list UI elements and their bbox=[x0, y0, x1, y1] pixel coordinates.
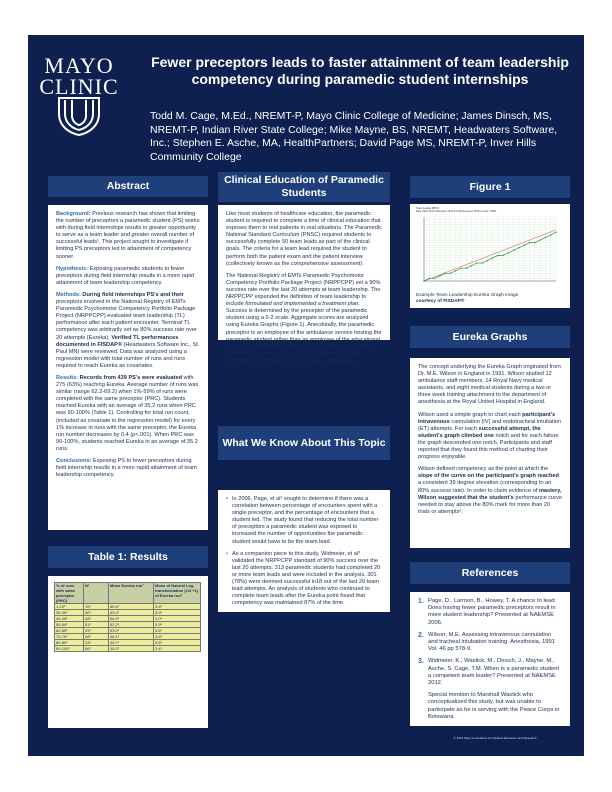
clinical-p1-text: Like most students of healthcare education, the paramedic student is required to complete a time of clinical education that exposes them to real patients in real situations. The Paramedic National Standard Curriculum (PNSC) required students to successfully complete 50 team leads as part of the clinical goals. The criteria for a team lead required the student to perform both the patient exam and the patient interview (collectively known as the bbox=[226, 211, 382, 267]
methods-text-2: (Headwaters Software Inc., St. Paul MN) were reviewed. Data was analyzed using a regression model with total number of runs and runs required to reach Eureka as covariates. bbox=[56, 341, 200, 369]
data-point bbox=[518, 247, 519, 248]
abstract-methods bbox=[56, 292, 200, 370]
eureka-p3-b: slope of the curve on the participant's graph reached bbox=[418, 473, 559, 480]
methods-bold-2: Verified TL performances documented in FISDAP® bbox=[56, 334, 179, 348]
table1-panel bbox=[48, 576, 208, 728]
table-cell: 80-89¹ bbox=[55, 640, 84, 646]
abstract-panel bbox=[48, 205, 208, 530]
col-mean-eureka: Mean Eureka run² bbox=[109, 583, 154, 604]
graph-subtitle: Date: 2010-05-12 Attempted: 26-20-12-100 Eureka at: 18 Run count: 1 80% bbox=[416, 210, 497, 213]
reference-item bbox=[418, 632, 562, 654]
abstract-results bbox=[56, 375, 200, 453]
reference-text: Wilson, M.E. Assessing intravenous cannulation and tracheal intubation training. Anesthesia, 1991 Vol. 46 pp 578-9. bbox=[428, 631, 555, 653]
background-text: Previous research has shown that limiting the number of preceptors a paramedic student (PS) works with during field internships results in greater opportunity to serve as a team leader and greater overall number of successful leads¹. This project sought to investigate if limiting PS preceptors led to attainment of competency sooner. bbox=[56, 211, 200, 260]
table-cell: 66.2¹ bbox=[109, 616, 154, 622]
clinical-p2 bbox=[226, 273, 382, 365]
table-cell: 3.9¹ bbox=[154, 622, 201, 628]
results-text: with 275 (63%) reaching Eureka. Average number of runs was similar (range 62.2-69.2) when 1%-59% of runs were completed with the same preceptor (PRC). Students reached Eureka with an average of 35.2 runs when PRC was 90-100% (Table 1). Controlling for total run count, (included as covariate in the regression model) for every 1% increase in runs with the same preceptor, the Eureka run number decreases by 0.4 (p<.001). When PRC was 90-100%, students reached Eureka in an average of 35.2 runs. bbox=[56, 374, 199, 452]
table-cell: 30¹ bbox=[84, 610, 109, 616]
clinical-header: Clinical Education of Paramedic Students bbox=[218, 172, 390, 202]
hypothesis-text: Exposing paramedic students to fewer preceptors during field internship results in a more rapid attainment of team leadership competency. bbox=[56, 265, 195, 286]
methods-text: preceptors involved in the National Registry of EMTs Paramedic Psychomotor Competency Portfolio Package Project (NRPPCPP) evaluated team leadership (TL) performance after each patient encounter. Terminal TL competency was arbitrarily set as 80% success rate over 20 attempts (Eureka). bbox=[56, 299, 197, 341]
table-cell: 30-39¹ bbox=[55, 610, 84, 616]
references-header: References bbox=[410, 562, 570, 584]
data-point bbox=[550, 234, 551, 235]
table-cell: 90-100¹ bbox=[55, 646, 84, 652]
methods-bold: During field internships PS's and their bbox=[82, 291, 184, 298]
graph-title: Team Leader (80%) bbox=[416, 207, 439, 210]
know-header: What We Know About This Topic bbox=[218, 426, 390, 460]
reference-item bbox=[418, 658, 562, 687]
data-point bbox=[429, 278, 430, 279]
data-point bbox=[460, 268, 461, 269]
mayo-clinic-logo bbox=[38, 55, 120, 97]
data-point bbox=[476, 262, 477, 263]
table-cell: 23¹ bbox=[84, 640, 109, 646]
table-cell: 60-69¹ bbox=[55, 628, 84, 634]
copyright: © 2012 Mayo Foundation for Medical Education and Research bbox=[453, 736, 537, 740]
data-point bbox=[539, 239, 540, 240]
data-point bbox=[471, 265, 472, 266]
reference-number: 2. bbox=[418, 631, 424, 639]
table1-header: Table 1: Results bbox=[48, 546, 208, 568]
graph-axes bbox=[424, 217, 556, 281]
table-cell: 48¹ bbox=[84, 616, 109, 622]
table-cell: 3.9¹ bbox=[154, 610, 201, 616]
eureka-p2-a: Wilson used a simple graph to chart each bbox=[418, 411, 521, 418]
clinical-p1 bbox=[226, 211, 382, 268]
data-point bbox=[444, 273, 445, 274]
table-cell: 46.1¹ bbox=[109, 634, 154, 640]
table-cell: 29¹ bbox=[84, 628, 109, 634]
eureka-p3-d: mastery, Wilson suggested that the student's bbox=[418, 487, 562, 501]
methods-label: Methods: bbox=[56, 291, 81, 298]
clinical-p1-end: assessment). bbox=[330, 260, 364, 267]
series-line bbox=[424, 232, 556, 281]
data-point bbox=[466, 268, 467, 269]
logo-mayo: MAYO bbox=[44, 53, 114, 78]
hypothesis-label: Hypothesis: bbox=[56, 265, 89, 272]
clinical-p2-end: . Success is determined by the preceptor of the paramedic student using a 0-2 scale. Aggregate scores are analyzed using Eureka Graphs (Figure 1). Anecdotally, the paramedic preceptor is an employee of the ambulance service hosting the paramedic student rather than an employee of the educational institution. CoAEMSP guidelines require that the educational institution train the preceptors, but a national standard curriculum for preceptors has not been established. bbox=[226, 301, 382, 364]
eureka-p2-c: cannulation (IV) and endotracheal intubation (ET) attempts. For each bbox=[418, 418, 562, 432]
data-point bbox=[481, 262, 482, 263]
eureka-p3-e: performance curve needed to stay above the 80% mark for more than 20 trials or attempts². bbox=[418, 494, 562, 515]
eureka-p2 bbox=[418, 412, 562, 462]
table-cell: 3.6¹ bbox=[154, 640, 201, 646]
abstract-hypothesis bbox=[56, 266, 200, 287]
data-point bbox=[524, 244, 525, 245]
table-cell: 40-49¹ bbox=[55, 616, 84, 622]
reference-text: Page, D., Larmon, B., Howey, T. A chance to lead: Does having fewer paramedic preceptors result in more student leadership? Presented at NAEMSE 2006. bbox=[428, 598, 557, 626]
clinical-p2-italic: formulated and implemented a treatment plan bbox=[245, 301, 359, 308]
results-bold: Records from 439 PS's were evaluated bbox=[79, 374, 183, 381]
table-body bbox=[55, 604, 201, 652]
eureka-p2-e: notch and for each failure the graph descended one notch. Participants and staff reported that they found this method of charting their progress enjoyable. bbox=[418, 432, 559, 461]
data-point bbox=[513, 250, 514, 251]
results-table bbox=[54, 582, 201, 652]
table-cell: 3.4¹ bbox=[154, 646, 201, 652]
data-point bbox=[508, 252, 509, 253]
poster-title: Fewer preceptors leads to faster attainment of team leadership competency during paramedic student internships bbox=[151, 54, 569, 87]
reference-list bbox=[418, 598, 562, 687]
data-point bbox=[487, 260, 488, 261]
table-cell: 51¹ bbox=[84, 622, 109, 628]
eureka-p3 bbox=[418, 466, 562, 516]
table-cell: 66¹ bbox=[84, 646, 109, 652]
data-point bbox=[545, 237, 546, 238]
abstract-header: Abstract bbox=[48, 176, 208, 197]
table-cell: 70-79¹ bbox=[55, 634, 84, 640]
conclusions-text: Exposing PS to fewer preceptors during field internship results in a more rapid attainment of team leadership competency. bbox=[56, 458, 197, 479]
eureka-p2-d: successful attempt, the student's graph climbed one bbox=[418, 425, 541, 439]
eureka-p3-a: Wilson defined competency as the point at which the bbox=[418, 466, 549, 473]
data-point bbox=[450, 273, 451, 274]
reference-number: 1. bbox=[418, 598, 424, 605]
abstract-conclusions bbox=[56, 458, 200, 479]
know-bullet-2: ▪ As a companion piece to this study, Widmeier, et al³ validated the NRPPCPP standard of 90% success over the last 20 attempts. 313 paramedic students had completed 20 or more team leads and were included in the analysis. 301 (78%) were deemed successful in18 out of the last 20 team lead attempts. An analysis of students who continued to complete team leads after the Eureka point found that competency was maintained 87% of the time. bbox=[226, 551, 382, 608]
col-n: N¹ bbox=[84, 583, 109, 604]
references-panel bbox=[410, 592, 570, 726]
data-point bbox=[529, 242, 530, 243]
clinical-panel bbox=[218, 205, 390, 364]
col-prc: % of runs with same preceptor (PRC) bbox=[55, 583, 84, 604]
conclusions-label: Conclusions: bbox=[56, 458, 92, 464]
figure1-header: Figure 1 bbox=[410, 176, 570, 198]
data-point bbox=[497, 255, 498, 256]
logo-clinic: CLINIC bbox=[39, 74, 119, 99]
data-point bbox=[455, 270, 456, 271]
clinical-p1-italic: comprehensive bbox=[291, 260, 329, 267]
table-cell: 1-29¹ bbox=[55, 604, 84, 610]
data-point bbox=[503, 255, 504, 256]
mayo-shield-icon bbox=[56, 96, 102, 136]
table-cell: 3.6¹ bbox=[154, 634, 201, 640]
table-cell: 62.2¹ bbox=[109, 622, 154, 628]
table-cell: 53.0¹ bbox=[109, 628, 154, 634]
table-cell: 4.0¹ bbox=[154, 616, 201, 622]
table-header-row bbox=[55, 583, 201, 604]
table-cell: 50-59¹ bbox=[55, 622, 84, 628]
reference-item bbox=[418, 598, 562, 627]
table-cell: 28¹ bbox=[84, 634, 109, 640]
results-label: Results: bbox=[56, 374, 79, 381]
eureka-graph bbox=[416, 213, 564, 289]
reference-text: Widmeier, K., Wastick, M., Dinsch, J., Mayne, M., Asche, S. Cage, T.M. When is a paramedic student a competent team leader? Presented at NAEMSE 2012. bbox=[428, 658, 560, 687]
clinical-p2-text: The National Registry of EMTs Paramedic Psychomotor Competency Portfolio Package Project (NRPPCPP) set a 90% success rate over the last 20 attempts at team leadership. The NRPPCPP expanded the definition of team leadership to include bbox=[226, 272, 381, 308]
abstract-background bbox=[56, 211, 200, 261]
col-mean-ln: Mean of Natural Log transformation (LN +1) of Eureka run² bbox=[154, 583, 201, 604]
data-point bbox=[555, 232, 556, 233]
data-point bbox=[439, 275, 440, 276]
caption-line: Example Team Leadership Eureka Graph image bbox=[416, 293, 519, 299]
data-point bbox=[534, 242, 535, 243]
eureka-panel bbox=[410, 358, 570, 548]
figure1-panel bbox=[410, 204, 570, 308]
table-cell: 15¹ bbox=[84, 604, 109, 610]
know-bullet-1: ▪ In 2006, Page, et al¹ sought to determine if there was a correlation between percentage of encounters spent with a single preceptor, and the percentage of encounters that a student led. The study found that reducing the total number of preceptors a paramedic student was exposed to increased the number of opportunities the paramedic student would have to be the team lead. bbox=[226, 496, 382, 546]
poster-authors: Todd M. Cage, M.Ed., NREMT-P, Mayo Clinic College of Medicine; James Dinsch, MS, NREMT-P, Indian River State College; Mike Mayne, BS, NREMT, Headwaters Software, Inc.; Stephen E. Asche, MA, HealthPartners; David Page MS, NREMT-P, Inver Hills Community College bbox=[150, 110, 558, 163]
data-point bbox=[492, 257, 493, 258]
eureka-p1: The concept underlying the Eureka Graph originated from Dr. M.E. Wilson in England in 1991. Wilson studied 12 ambulance staff members, 14 Royal Navy medical assistants, and eight medical students during a two or three week training attachment to the department of anesthesia at the Royal United Hospital in England. bbox=[418, 364, 561, 406]
table-cell: 3.8¹ bbox=[154, 628, 201, 634]
table-cell: 3.6¹ bbox=[154, 604, 201, 610]
table-cell: 46.7¹ bbox=[109, 640, 154, 646]
figure1-caption bbox=[416, 293, 564, 305]
eureka-p3-c: a consistent 39 degree elevation (corresponding to an 80% success rate). In order to claim evidence of bbox=[418, 480, 552, 494]
know-panel bbox=[218, 490, 390, 612]
table-cell: 69.2¹ bbox=[109, 610, 154, 616]
background-label: Background: bbox=[56, 211, 91, 217]
table-cell: 35.2¹ bbox=[109, 646, 154, 652]
eureka-p2-b: participant's intravenous bbox=[418, 411, 556, 425]
table-row bbox=[55, 646, 201, 652]
special-mention: Special mention to Marshall Wastick who conceptualized this study, but was unable to participate as he is serving with the Peace Corps in Botswana. bbox=[428, 692, 560, 720]
caption-bold: courtesy of FISDAP® bbox=[416, 299, 465, 305]
data-point bbox=[434, 278, 435, 279]
table-cell: 65.6¹ bbox=[109, 604, 154, 610]
eureka-header: Eureka Graphs bbox=[410, 326, 570, 348]
reference-number: 3. bbox=[418, 658, 424, 666]
